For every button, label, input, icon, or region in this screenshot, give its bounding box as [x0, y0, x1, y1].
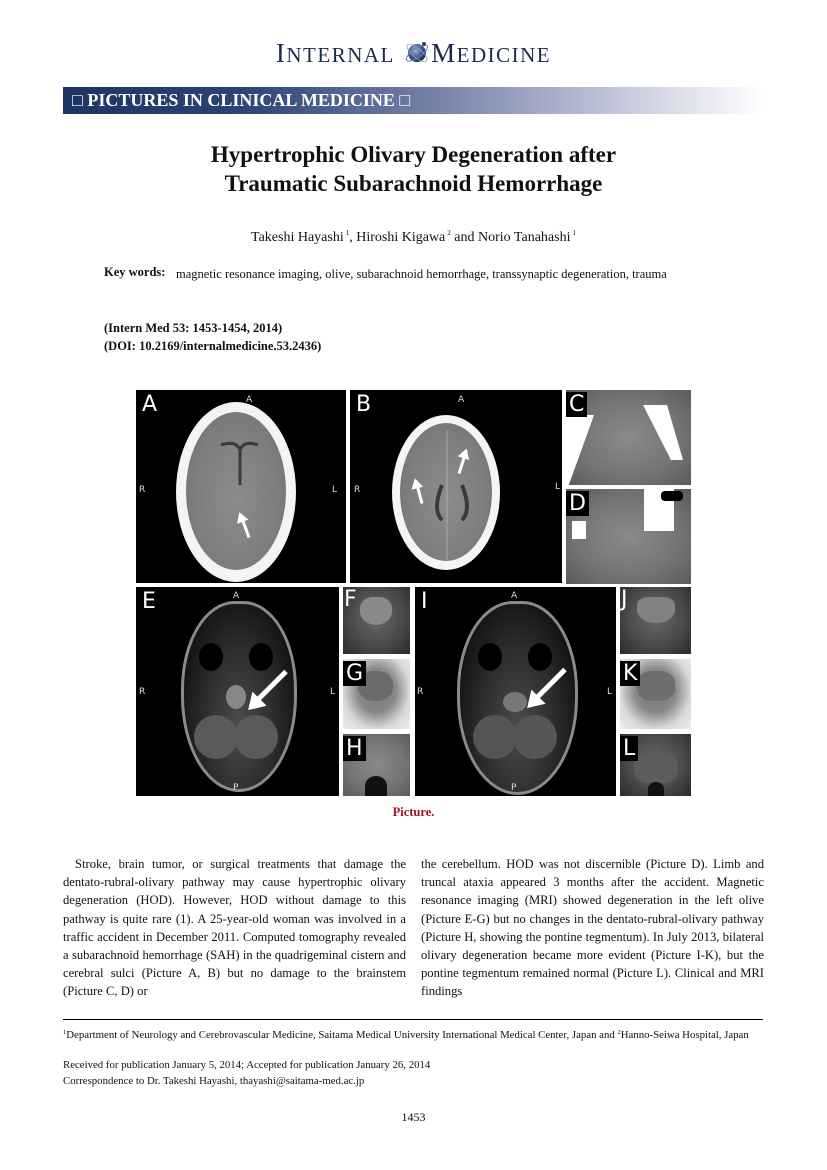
orientation-right: R — [139, 687, 146, 697]
panel-k-mri-zoom — [620, 659, 691, 729]
body-text-left-column: Stroke, brain tumor, or surgical treatments that damage the dentato-rubral-olivary pathway may cause hypertrophic olivary degeneration (HOD). However, HOD without damage to this pathway is quite rare (1). A 25-year-old woman was involved in a traffic accident in December 2011. Computed tomography revealed a subarachnoid hemorrhage (SAH) in the quadrigeminal cistern and cerebral sulci (Picture A, B) but no damage to the brainstem (Picture C, D) or — [63, 857, 406, 999]
panel-b-ct — [350, 390, 562, 583]
affiliation-mark: 1 — [63, 1029, 67, 1036]
orientation-left: L — [555, 482, 561, 492]
panel-c-ct-zoom — [566, 390, 691, 485]
panel-label-b: B — [356, 392, 372, 417]
orientation-left: L — [332, 485, 338, 495]
author-name: Norio Tanahashi — [478, 230, 571, 245]
panel-label-k: K — [620, 661, 640, 686]
panel-g-mri-zoom — [343, 659, 410, 729]
author-name: Hiroshi Kigawa — [356, 230, 446, 245]
panel-i-mri — [415, 587, 616, 796]
affiliation-2: Hanno-Seiwa Hospital, Japan — [620, 1029, 749, 1041]
panel-f-mri-zoom — [343, 587, 410, 654]
affiliation-mark: 1 — [572, 229, 576, 237]
panel-label-a: A — [142, 392, 158, 417]
title-line-1: Hypertrophic Olivary Degeneration after — [210, 142, 617, 167]
orientation-left: L — [330, 687, 336, 697]
author-name: Takeshi Hayashi — [251, 230, 344, 245]
author-separator: and — [450, 230, 478, 245]
affiliation-1: Department of Neurology and Cerebrovascular Medicine, Saitama Medical University International Medical Center, Japan and — [66, 1029, 618, 1041]
author-separator: , — [349, 230, 357, 245]
body-text-right-column: the cerebellum. HOD was not discernible (Picture D). Limb and truncal ataxia appeared 3 months after the accident. Magnetic resonance imaging (MRI) showed degeneration in the left olive (Picture E-G) but no changes in the dentato-rubral-olivary pathway (Picture H, showing the pontine tegmentum). In July 2013, bilateral olivary degeneration became more evident (Picture I-K), but the pontine tegmentum remained normal (Picture L). Clinical and MRI findings — [421, 857, 764, 999]
section-banner-label: □ PICTURES IN CLINICAL MEDICINE □ — [72, 90, 411, 110]
orientation-right: R — [139, 485, 146, 495]
orientation-anterior: A — [511, 591, 518, 601]
panel-label-j: J — [621, 587, 628, 612]
footnote-received: Received for publication January 5, 2014; Accepted for publication January 26, 2014 — [63, 1059, 431, 1071]
keywords-label: Key words: — [104, 265, 166, 279]
logo-initial-i: I — [275, 38, 287, 68]
globe-icon — [404, 40, 430, 66]
orientation-anterior: A — [233, 591, 240, 601]
panel-l-mri-zoom — [620, 734, 691, 796]
section-banner — [63, 87, 763, 114]
orientation-right: R — [354, 485, 361, 495]
citation-block — [104, 319, 321, 355]
panel-d-ct-zoom — [566, 489, 691, 584]
panel-label-f: F — [344, 587, 357, 612]
panel-a-ct — [136, 390, 346, 583]
panel-label-h: H — [343, 736, 366, 761]
panel-h-mri-zoom — [343, 734, 410, 796]
orientation-right: R — [417, 687, 424, 697]
journal-citation: (Intern Med 53: 1453-1454, 2014) — [104, 321, 283, 335]
logo-text-internal: NTERNAL — [286, 43, 395, 67]
figure-picture — [136, 390, 691, 796]
panel-label-d: D — [566, 491, 589, 516]
affiliation-mark: 2 — [447, 229, 451, 237]
footnote-correspondence: Correspondence to Dr. Takeshi Hayashi, thayashi@saitama-med.ac.jp — [63, 1075, 365, 1087]
logo-initial-m: M — [431, 38, 457, 68]
orientation-posterior: P — [233, 783, 239, 793]
orientation-left: L — [607, 687, 613, 697]
figure-caption: Picture. — [392, 805, 435, 819]
doi: (DOI: 10.2169/internalmedicine.53.2436) — [104, 339, 322, 353]
footnote-affiliations — [63, 1025, 763, 1043]
panel-label-e: E — [142, 589, 156, 614]
author-list — [0, 229, 827, 246]
journal-logo — [0, 38, 827, 69]
keywords-text: magnetic resonance imaging, olive, subarachnoid hemorrhage, transsynaptic degeneration, trauma — [176, 267, 667, 281]
panel-label-c: C — [566, 392, 587, 417]
panel-label-l: L — [620, 736, 638, 761]
logo-text-medicine: EDICINE — [456, 43, 552, 67]
panel-e-mri — [136, 587, 339, 796]
title-line-2: Traumatic Subarachnoid Hemorrhage — [224, 171, 603, 196]
orientation-anterior: A — [246, 395, 253, 405]
orientation-anterior: A — [458, 395, 465, 405]
panel-label-i: I — [421, 589, 428, 614]
affiliation-mark: 2 — [617, 1029, 621, 1036]
panel-j-mri-zoom — [620, 587, 691, 654]
orientation-posterior: P — [511, 783, 517, 793]
affiliation-mark: 1 — [345, 229, 350, 237]
panel-label-g: G — [343, 661, 366, 686]
article-title — [0, 140, 827, 198]
footnote-divider — [63, 1019, 763, 1020]
page-number: 1453 — [401, 1110, 426, 1124]
